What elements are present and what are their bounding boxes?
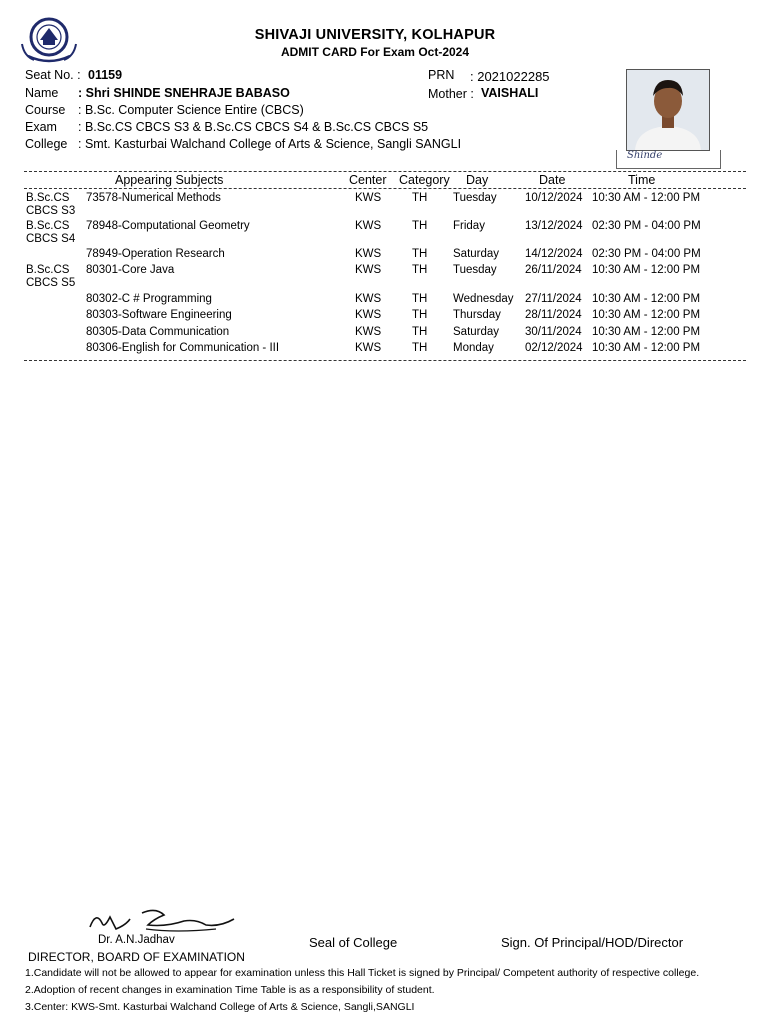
- day-cell: Friday: [453, 220, 485, 232]
- director-signature-icon: [86, 905, 238, 935]
- header-date: Date: [539, 173, 566, 187]
- student-photo-icon: [627, 70, 709, 150]
- center-cell: KWS: [355, 264, 382, 276]
- college-value: : Smt. Kasturbai Walchand College of Arts & Science, Sangli SANGLI: [78, 137, 462, 151]
- date-cell: 30/11/2024: [525, 326, 582, 338]
- semester-label: B.Sc.CS: [26, 220, 70, 232]
- semester-label: B.Sc.CS: [26, 264, 70, 276]
- date-cell: 26/11/2024: [525, 264, 582, 276]
- table-top-divider: [24, 171, 746, 172]
- date-cell: 14/12/2024: [525, 248, 583, 260]
- seat-label: Seat No. :: [25, 68, 81, 82]
- day-cell: Thursday: [453, 309, 501, 321]
- semester-label: CBCS S5: [26, 277, 76, 289]
- time-cell: 10:30 AM - 12:00 PM: [592, 293, 701, 305]
- principal-signature-label: Sign. Of Principal/HOD/Director: [501, 935, 684, 950]
- table-row: [0, 309, 768, 325]
- director-name: Dr. A.N.Jadhav: [98, 934, 175, 946]
- center-cell: KWS: [355, 220, 382, 232]
- note-3: 3.Center: KWS-Smt. Kasturbai Walchand College of Arts & Science, Sangli,SANGLI: [25, 1001, 415, 1013]
- category-cell: TH: [412, 309, 428, 321]
- date-cell: 10/12/2024: [525, 192, 583, 204]
- seal-of-college: Seal of College: [309, 935, 398, 950]
- time-cell: 10:30 AM - 12:00 PM: [592, 309, 701, 321]
- college-label: College: [25, 137, 68, 151]
- header-category: Category: [399, 173, 450, 187]
- time-cell: 10:30 AM - 12:00 PM: [592, 192, 701, 204]
- time-cell: 10:30 AM - 12:00 PM: [592, 326, 701, 338]
- mother-label: Mother :: [428, 87, 474, 101]
- day-cell: Wednesday: [453, 293, 514, 305]
- semester-label: CBCS S4: [26, 233, 76, 245]
- time-cell: 10:30 AM - 12:00 PM: [592, 264, 701, 276]
- subject-cell: 78949-Operation Research: [86, 248, 225, 260]
- date-cell: 02/12/2024: [525, 342, 583, 354]
- subject-cell: 80306-English for Communication - III: [86, 342, 280, 354]
- note-2: 2.Adoption of recent changes in examination Time Table is as a responsibility of student.: [25, 984, 435, 996]
- category-cell: TH: [412, 293, 428, 305]
- student-name: : Shri SHINDE SNEHRAJE BABASO: [78, 86, 290, 100]
- center-cell: KWS: [355, 309, 382, 321]
- table-row: [0, 220, 768, 248]
- time-cell: 02:30 PM - 04:00 PM: [592, 248, 701, 260]
- date-cell: 27/11/2024: [525, 293, 582, 305]
- center-cell: KWS: [355, 342, 382, 354]
- header-center: Center: [349, 173, 387, 187]
- header-day: Day: [466, 173, 489, 187]
- category-cell: TH: [412, 192, 428, 204]
- center-cell: KWS: [355, 192, 382, 204]
- student-signature: Shinde: [627, 150, 663, 161]
- course-value: : B.Sc. Computer Science Entire (CBCS): [78, 103, 304, 117]
- semester-label: B.Sc.CS: [26, 192, 70, 204]
- subject-cell: 73578-Numerical Methods: [86, 192, 221, 204]
- subject-cell: 80301-Core Java: [86, 264, 175, 276]
- date-cell: 28/11/2024: [525, 309, 582, 321]
- day-cell: Monday: [453, 342, 494, 354]
- day-cell: Tuesday: [453, 264, 497, 276]
- mother-name: VAISHALI: [481, 86, 539, 100]
- semester-label: CBCS S3: [26, 205, 76, 217]
- category-cell: TH: [412, 248, 428, 260]
- subject-cell: 80305-Data Communication: [86, 326, 230, 338]
- subject-cell: 80302-C # Programming: [86, 293, 212, 305]
- header-time: Time: [628, 173, 656, 187]
- category-cell: TH: [412, 342, 428, 354]
- name-label: Name: [25, 86, 59, 100]
- prn-label: PRN: [428, 68, 455, 82]
- table-row: [0, 326, 768, 342]
- table-row: [0, 192, 768, 220]
- category-cell: TH: [412, 264, 428, 276]
- subject-cell: 80303-Software Engineering: [86, 309, 232, 321]
- university-title: SHIVAJI UNIVERSITY, KOLHAPUR: [254, 27, 496, 43]
- table-header-divider: [24, 188, 746, 189]
- center-cell: KWS: [355, 326, 382, 338]
- student-photo: [626, 69, 710, 151]
- table-row: [0, 248, 768, 264]
- time-cell: 02:30 PM - 04:00 PM: [592, 220, 701, 232]
- director-title: DIRECTOR, BOARD OF EXAMINATION: [28, 950, 245, 964]
- prn-value: : 2021022285: [470, 69, 550, 84]
- table-row: [0, 342, 768, 358]
- date-cell: 13/12/2024: [525, 220, 583, 232]
- table-row: [0, 293, 768, 309]
- table-row: [0, 264, 768, 292]
- exam-label: Exam: [25, 120, 57, 134]
- header-subjects: Appearing Subjects: [115, 173, 224, 187]
- admit-card-subtitle: ADMIT CARD For Exam Oct-2024: [280, 45, 470, 59]
- subject-cell: 78948-Computational Geometry: [86, 220, 250, 232]
- time-cell: 10:30 AM - 12:00 PM: [592, 342, 701, 354]
- exam-value: : B.Sc.CS CBCS S3 & B.Sc.CS CBCS S4 & B.Sc.CS CBCS S5: [78, 120, 429, 134]
- table-bottom-divider: [24, 360, 746, 361]
- center-cell: KWS: [355, 293, 382, 305]
- course-label: Course: [25, 103, 66, 117]
- seat-number: 01159: [88, 68, 123, 82]
- category-cell: TH: [412, 220, 428, 232]
- center-cell: KWS: [355, 248, 382, 260]
- note-1: 1.Candidate will not be allowed to appear for examination unless this Hall Ticket is signed by Principal/ Competent authority of respective college.: [25, 967, 700, 979]
- day-cell: Saturday: [453, 326, 500, 338]
- day-cell: Saturday: [453, 248, 500, 260]
- student-signature-box: [616, 150, 721, 169]
- category-cell: TH: [412, 326, 428, 338]
- day-cell: Tuesday: [453, 192, 497, 204]
